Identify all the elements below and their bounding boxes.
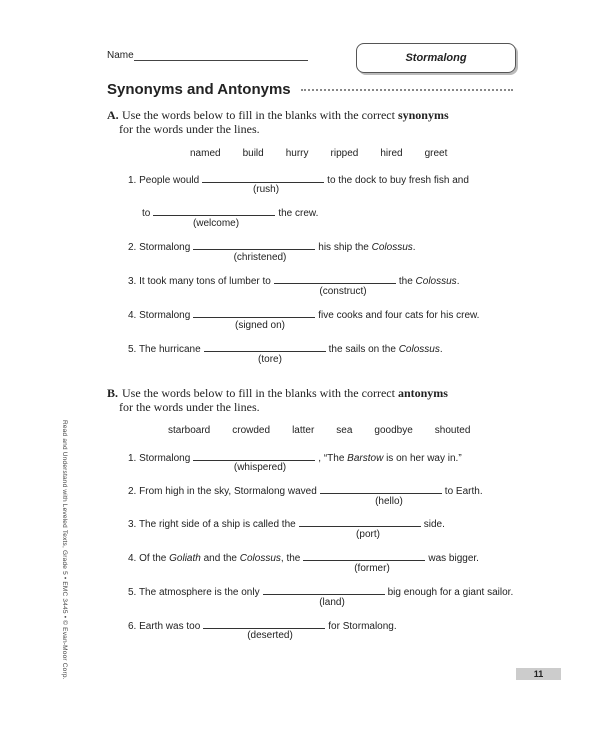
cue-word: (hello) (375, 496, 403, 507)
question-number: 1. (128, 175, 137, 186)
ship-name: Colossus (398, 344, 440, 355)
question-text: Stormalong (139, 453, 191, 464)
question-number: 1. (128, 453, 137, 464)
question-text: five cooks and four cats for his crew. (318, 310, 480, 321)
question-text: , the (280, 553, 301, 564)
ship-name: Goliath (169, 553, 201, 564)
ship-name: Colossus (415, 276, 457, 287)
cue-word: (land) (319, 597, 345, 608)
section-a-keyword: synonyms (397, 108, 449, 122)
question-text: Earth was too (139, 621, 201, 632)
question-text: side. (423, 519, 445, 530)
word-bank-item: named (190, 148, 221, 159)
story-title-box (356, 43, 516, 73)
section-b-instructions (107, 386, 527, 414)
question-text: to Earth. (444, 486, 483, 497)
section-b-instr-line2: for the words under the lines. (119, 400, 260, 414)
answer-blank[interactable] (263, 593, 385, 595)
question-text: . (412, 242, 416, 253)
ship-name: Colossus (371, 242, 413, 253)
question-text: , “The (318, 453, 348, 464)
story-title: Stormalong (405, 52, 467, 64)
question-number: 5. (128, 587, 137, 598)
question-number: 5. (128, 344, 137, 355)
question-text: was bigger. (428, 553, 479, 564)
section-b-word-bank (168, 425, 492, 436)
question-text: is on her way in.” (383, 453, 462, 464)
section-b-instr-text: Use the words below to fill in the blanks with the correct (122, 386, 398, 400)
word-bank-item: greet (424, 148, 448, 159)
answer-blank[interactable] (202, 181, 324, 183)
side-credit: Read and Understand with Leveled Texts, Grade 5 • EMC 3445 • © Evan-Moor Corp. (61, 420, 68, 680)
cue-word: (welcome) (192, 218, 240, 229)
cue-word: (signed on) (234, 320, 286, 331)
question-text: From high in the sky, Stormalong waved (139, 486, 317, 497)
question-text: to (142, 208, 151, 219)
word-bank-item: hired (380, 148, 403, 159)
word-bank-item: starboard (168, 425, 211, 436)
section-a-letter: A. (107, 108, 119, 122)
cue-word: (tore) (258, 354, 282, 365)
word-bank-item: sea (336, 425, 353, 436)
cue-word: (christened) (233, 252, 287, 263)
answer-blank[interactable] (204, 350, 326, 352)
question-text: Of the (139, 553, 170, 564)
answer-blank[interactable] (193, 459, 315, 461)
cue-word: (deserted) (247, 630, 293, 641)
answer-blank[interactable] (303, 559, 425, 561)
answer-blank[interactable] (193, 316, 315, 318)
question-number: 6. (128, 621, 137, 632)
question-text: and the (200, 553, 240, 564)
question-text: the sails on the (328, 344, 399, 355)
section-a-instructions (107, 108, 527, 136)
word-bank-item: ripped (330, 148, 359, 159)
question-text: for Stormalong. (328, 621, 397, 632)
question-text: the (398, 276, 416, 287)
question-number: 2. (128, 242, 137, 253)
word-bank-item: latter (292, 425, 315, 436)
question-text: Stormalong (139, 242, 191, 253)
question-number: 2. (128, 486, 137, 497)
cue-word: (whispered) (233, 462, 287, 473)
word-bank-item: goodbye (374, 425, 413, 436)
section-a-word-bank (190, 148, 469, 159)
question-number: 4. (128, 553, 137, 564)
cue-word: (rush) (252, 184, 280, 195)
answer-blank[interactable] (320, 492, 442, 494)
section-b-keyword: antonyms (397, 386, 448, 400)
name-label: Name (107, 50, 134, 61)
question-text: . (439, 344, 443, 355)
question-text: Stormalong (139, 310, 191, 321)
answer-blank[interactable] (299, 525, 421, 527)
cue-word: (construct) (319, 286, 367, 297)
word-bank-item: build (242, 148, 264, 159)
section-a-instr-text: Use the words below to fill in the blanks with the correct (122, 108, 398, 122)
word-bank-item: hurry (285, 148, 309, 159)
question-text: the crew. (278, 208, 319, 219)
section-a-instr-line2: for the words under the lines. (119, 122, 260, 136)
question-text: It took many tons of lumber to (139, 276, 271, 287)
question-text: People would (139, 175, 200, 186)
question-text: The hurricane (138, 344, 201, 355)
question-text: big enough for a giant sailor. (387, 587, 514, 598)
ship-name: Colossus (239, 553, 281, 564)
question-text: . (456, 276, 460, 287)
answer-blank[interactable] (153, 214, 275, 216)
cue-word: (former) (354, 563, 390, 574)
section-b-letter: B. (107, 386, 119, 400)
question-text: The right side of a ship is called the (138, 519, 296, 530)
question-text: The atmosphere is the only (138, 587, 260, 598)
cue-word: (port) (356, 529, 380, 540)
title-dotted-rule (301, 89, 513, 91)
word-bank-item: shouted (434, 425, 471, 436)
question-text: his ship the (318, 242, 372, 253)
ship-name: Barstow (347, 453, 384, 464)
answer-blank[interactable] (203, 627, 325, 629)
question-number: 3. (128, 276, 137, 287)
question-number: 4. (128, 310, 137, 321)
answer-blank[interactable] (193, 248, 315, 250)
question-text: to the dock to buy fresh fish and (327, 175, 469, 186)
page-title: Synonyms and Antonyms (107, 81, 291, 98)
question-number: 3. (128, 519, 137, 530)
page-number: 11 (516, 668, 561, 680)
name-field[interactable] (134, 60, 308, 61)
answer-blank[interactable] (274, 282, 396, 284)
word-bank-item: crowded (232, 425, 271, 436)
